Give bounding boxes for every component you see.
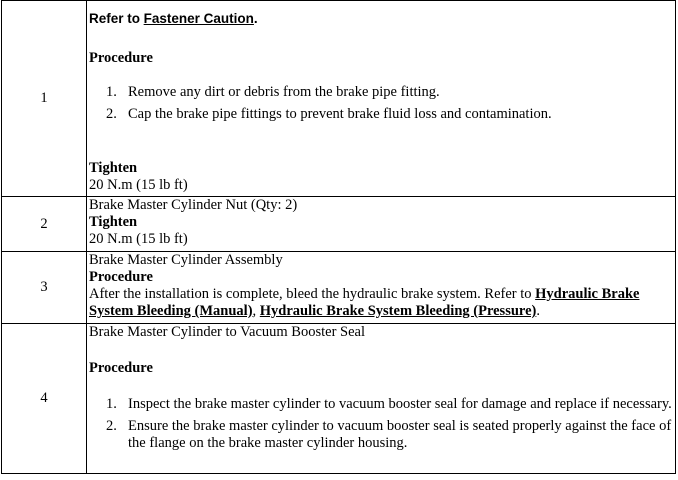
instruction-end: .	[536, 303, 540, 319]
instruction-text: After the installation is complete, bleed the hydraulic brake system. Refer to	[89, 286, 532, 302]
list-number: 1.	[106, 396, 117, 412]
list-text: Cap the brake pipe fittings to prevent brake fluid loss and contamination.	[128, 106, 552, 122]
caution-suffix: .	[253, 11, 258, 26]
step-number: 1	[2, 1, 87, 197]
list-item	[106, 418, 673, 452]
step-content	[87, 1, 676, 197]
step-content	[87, 324, 676, 474]
table-row	[2, 1, 676, 197]
tighten-label: Tighten	[89, 214, 138, 230]
component-title: Brake Master Cylinder Assembly	[89, 252, 283, 268]
table-row	[2, 252, 676, 324]
procedure-steps	[89, 396, 673, 452]
list-item	[106, 396, 673, 413]
procedure-steps	[89, 84, 673, 123]
list-item	[106, 106, 673, 123]
step-number: 2	[2, 197, 87, 252]
tighten-label: Tighten	[89, 160, 138, 176]
procedure-table	[1, 0, 676, 474]
list-number: 1.	[106, 84, 117, 100]
procedure-heading: Procedure	[89, 50, 153, 66]
list-text: Inspect the brake master cylinder to vacuum booster seal for damage and replace if necessary.	[128, 396, 672, 412]
fastener-caution-link[interactable]: Fastener Caution	[143, 11, 254, 26]
step-number: 4	[2, 324, 87, 474]
list-text: Remove any dirt or debris from the brake pipe fitting.	[128, 84, 440, 100]
component-title: Brake Master Cylinder Nut (Qty: 2)	[89, 197, 298, 213]
bleed-instruction	[89, 286, 673, 320]
step-number: 3	[2, 252, 87, 324]
step-content	[87, 197, 676, 252]
table-row	[2, 324, 676, 474]
list-number: 2.	[106, 106, 117, 122]
bleeding-pressure-link[interactable]: Hydraulic Brake System Bleeding (Pressure)	[259, 303, 537, 319]
procedure-heading: Procedure	[89, 360, 153, 376]
list-text: Ensure the brake master cylinder to vacuum booster seal is seated properly against the face of the flange on the brake master cylinder housing.	[128, 418, 672, 451]
step-content	[87, 252, 676, 324]
bleeding-manual-link[interactable]: Hydraulic Brake System Bleeding (Manual)	[89, 286, 640, 319]
list-item	[106, 84, 673, 101]
caution-line	[89, 1, 673, 28]
torque-value: 20 N.m (15 lb ft)	[89, 231, 188, 247]
list-number: 2.	[106, 418, 117, 434]
caution-prefix: Refer to	[89, 11, 141, 26]
procedure-heading: Procedure	[89, 269, 153, 285]
component-title: Brake Master Cylinder to Vacuum Booster Seal	[89, 324, 365, 340]
torque-value: 20 N.m (15 lb ft)	[89, 177, 188, 193]
table-row	[2, 197, 676, 252]
link-separator: ,	[252, 303, 257, 319]
